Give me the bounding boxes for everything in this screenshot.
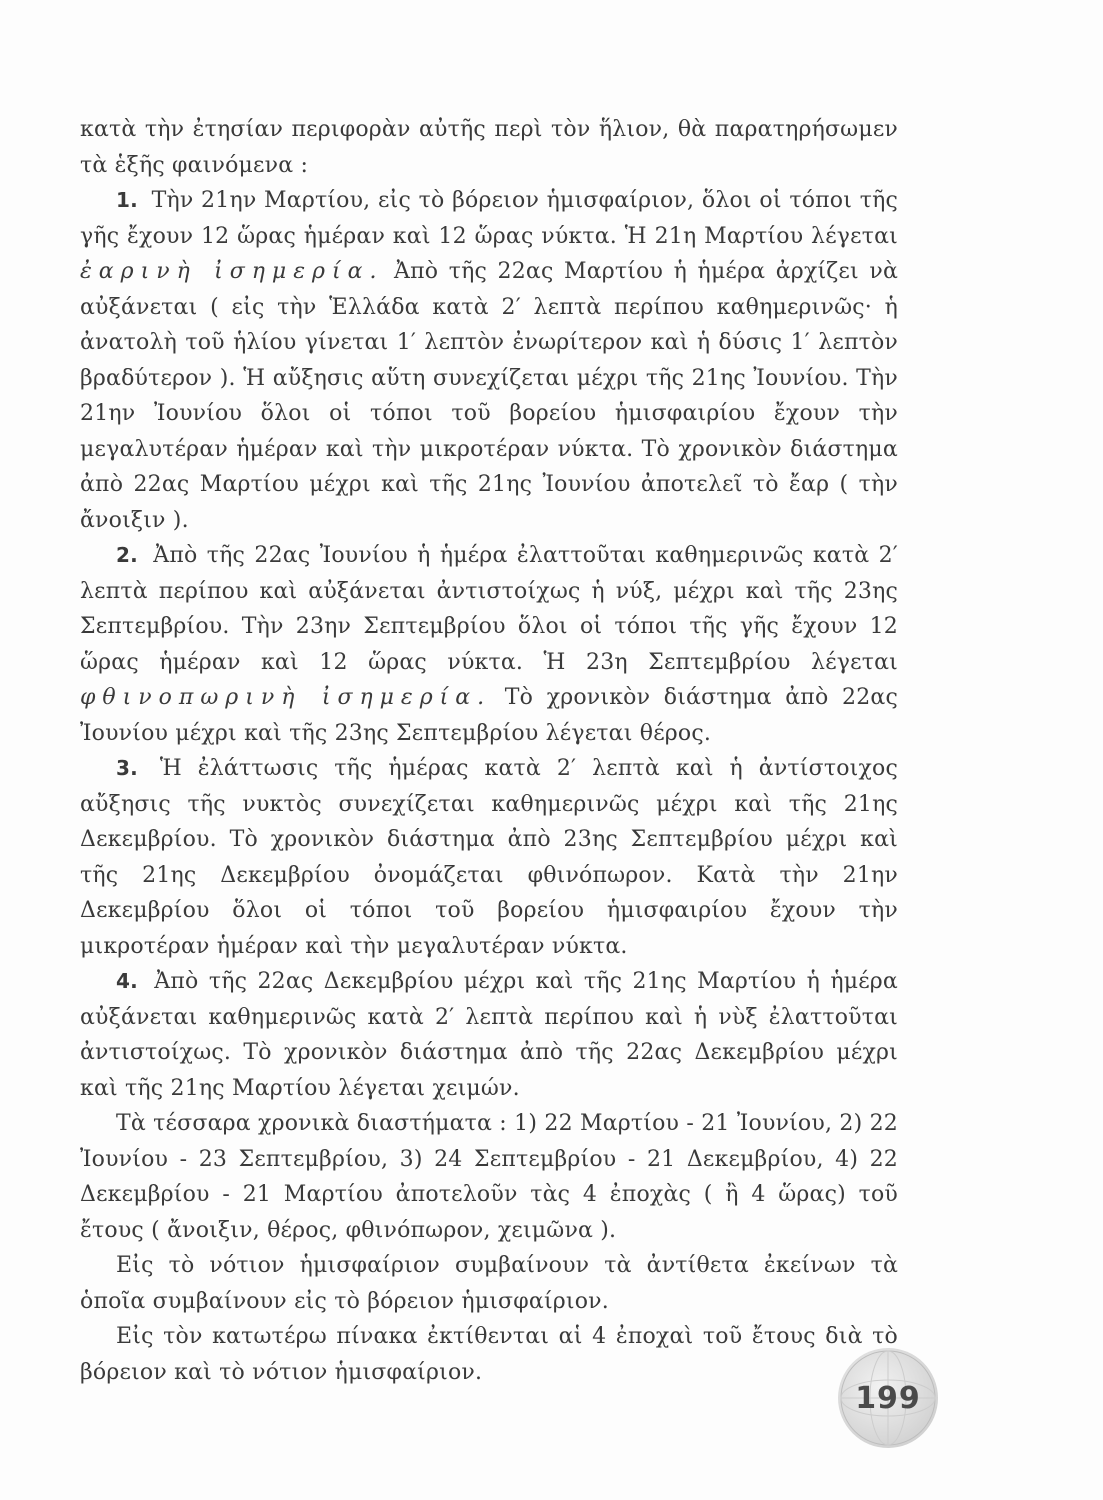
paragraph-4-number: 4.	[116, 969, 138, 993]
paragraph-4-text: Ἀπὸ τῆς 22ας Δεκεμβρίου μέχρι καὶ τῆς 21ης Μαρτίου ἡ ἡμέρα αὐξάνεται καθημερινῶς κατὰ 2′ λεπτὰ περίπου καὶ ἡ νὺξ ἐλαττοῦται ἀντιστοίχως. Τὸ χρονικὸν διάστημα ἀπὸ τῆς 22ας Δεκεμβρίου μέχρι καὶ τῆς 21ης Μαρτίου λέγεται χειμών.	[80, 969, 898, 1101]
body-text	[80, 112, 898, 1390]
page-number-badge	[838, 1348, 938, 1448]
paragraph-4	[80, 964, 898, 1106]
paragraph-1-text-a: Τὴν 21ην Μαρτίου, εἰς τὸ βόρειον ἡμισφαίριον, ὅλοι οἱ τόποι τῆς γῆς ἔχουν 12 ὥρας ἡμέραν καὶ 12 ὥρας νύκτα. Ἡ 21η Μαρτίου λέγεται	[80, 188, 898, 249]
table-reference-paragraph: Εἰς τὸν κατωτέρω πίνακα ἐκτίθενται αἱ 4 ἐποχαὶ τοῦ ἔτους διὰ τὸ βόρειον καὶ τὸ νότιον ἡμισφαίριον.	[80, 1324, 898, 1385]
southern-hemisphere-paragraph: Εἰς τὸ νότιον ἡμισφαίριον συμβαίνουν τὰ ἀντίθετα ἐκείνων τὰ ὁποῖα συμβαίνουν εἰς τὸ βόρειον ἡμισφαίριον.	[80, 1253, 898, 1314]
term-autumnal-equinox: φθινοπωρινὴ ἰσημερία.	[80, 685, 492, 710]
paragraph-3	[80, 751, 898, 964]
paragraph-1-text-b: Ἀπὸ τῆς 22ας Μαρτίου ἡ ἡμέρα ἀρχίζει νὰ αὐξάνεται ( εἰς τὴν Ἑλλάδα κατὰ 2′ λεπτὰ περίπου καθημερινῶς· ἡ ἀνατολὴ τοῦ ἡλίου γίνεται 1′ λεπτὸν ἐνωρίτερον καὶ ἡ δύσις 1′ λεπτὸν βραδύτερον ). Ἡ αὔξησις αὕτη συνεχίζεται μέχρι τῆς 21ης Ἰουνίου. Τὴν 21ην Ἰουνίου ὅλοι οἱ τόποι τοῦ βορείου ἡμισφαιρίου ἔχουν τὴν μεγαλυτέραν ἡμέραν καὶ τὴν μικροτέραν νύκτα. Τὸ χρονικὸν διάστημα ἀπὸ 22ας Μαρτίου μέχρι καὶ τῆς 21ης Ἰουνίου ἀποτελεῖ τὸ ἔαρ ( τὴν ἄνοιξιν ).	[80, 259, 898, 533]
paragraph-2-number: 2.	[116, 543, 138, 567]
paragraph-1	[80, 183, 898, 538]
paragraph-3-text: Ἡ ἐλάττωσις τῆς ἡμέρας κατὰ 2′ λεπτὰ καὶ ἡ ἀντίστοιχος αὔξησις τῆς νυκτὸς συνεχίζεται καθημερινῶς μέχρι καὶ τῆς 21ης Δεκεμβρίου. Τὸ χρονικὸν διάστημα ἀπὸ 23ης Σεπτεμβρίου μέχρι καὶ τῆς 21ης Δεκεμβρίου ὀνομάζεται φθινόπωρον. Κατὰ τὴν 21ην Δεκεμβρίου ὅλοι οἱ τόποι τοῦ βορείου ἡμισφαιρίου ἔχουν τὴν μικροτέραν ἡμέραν καὶ τὴν μεγαλυτέραν νύκτα.	[80, 756, 898, 959]
page-number: 199	[855, 1380, 921, 1416]
paragraph-2	[80, 538, 898, 751]
seasons-paragraph: Τὰ τέσσαρα χρονικὰ διαστήματα : 1) 22 Μαρτίου - 21 Ἰουνίου, 2) 22 Ἰουνίου - 23 Σεπτεμβρίου, 3) 24 Σεπτεμβρίου - 21 Δεκεμβρίου, 4) 22 Δεκεμβρίου - 21 Μαρτίου ἀποτελοῦν τὰς 4 ἐποχὰς ( ἢ 4 ὥρας) τοῦ ἔτους ( ἄνοιξιν, θέρος, φθινόπωρον, χειμῶνα ).	[80, 1111, 898, 1243]
paragraph-1-number: 1.	[116, 188, 138, 212]
paragraph-2-text-b: Τὸ χρονικὸν διάστημα ἀπὸ 22ας Ἰουνίου μέχρι καὶ τῆς 23ης Σεπτεμβρίου λέγεται θέρος.	[80, 685, 898, 746]
paragraph-2-text-a: Ἀπὸ τῆς 22ας Ἰουνίου ἡ ἡμέρα ἐλαττοῦται καθημερινῶς κατὰ 2′ λεπτὰ περίπου καὶ αὐξάνεται ἀντιστοίχως ἡ νύξ, μέχρι καὶ τῆς 23ης Σεπτεμβρίου. Τὴν 23ην Σεπτεμβρίου ὅλοι οἱ τόποι τῆς γῆς ἔχουν 12 ὥρας ἡμέραν καὶ 12 ὥρας νύκτα. Ἡ 23η Σεπτεμβρίου λέγεται	[80, 543, 898, 675]
intro-paragraph: κατὰ τὴν ἐτησίαν περιφορὰν αὐτῆς περὶ τὸν ἥλιον, θὰ παρατηρήσωμεν τὰ ἑξῆς φαινόμενα :	[80, 117, 898, 178]
term-vernal-equinox: ἐαρινὴ ἰσημερία.	[80, 259, 384, 284]
paragraph-3-number: 3.	[116, 756, 138, 780]
